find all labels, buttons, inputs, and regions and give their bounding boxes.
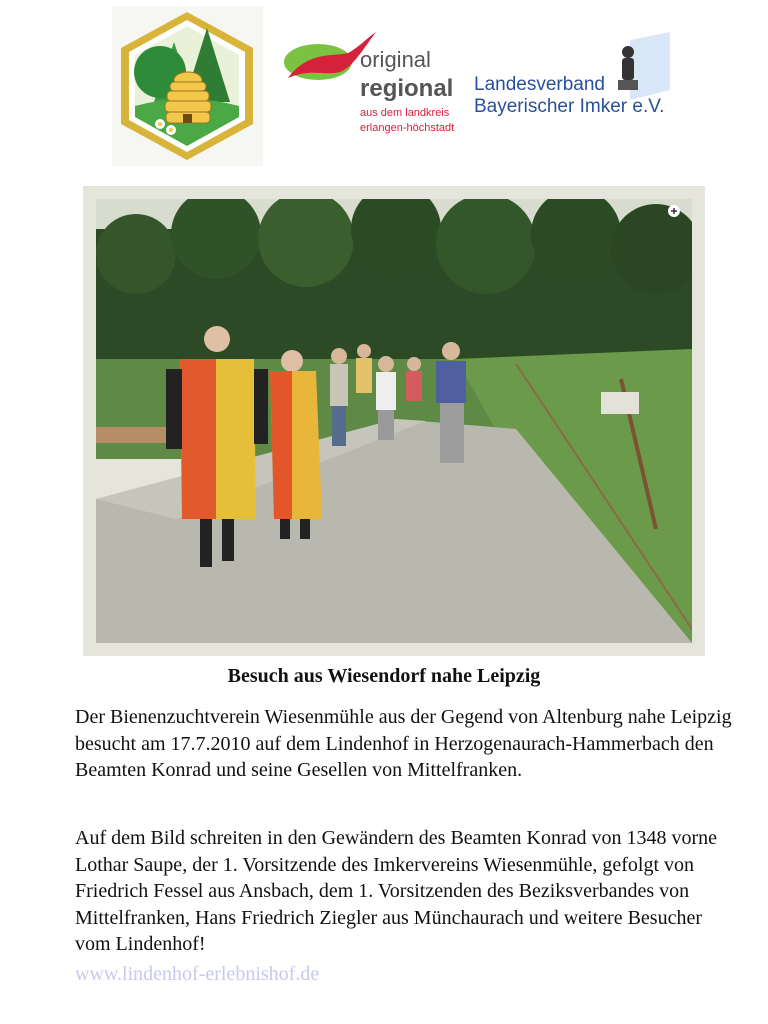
landesverband-line-1: Landesverband bbox=[474, 74, 605, 95]
original-word: original bbox=[360, 47, 431, 72]
photo-caption: Besuch aus Wiesendorf nahe Leipzig bbox=[227, 665, 541, 687]
landesverband-line-2: Bayerischer Imker e.V. bbox=[474, 96, 665, 117]
regional-word: regional bbox=[360, 75, 454, 102]
group-walking-photo bbox=[96, 199, 692, 643]
logo-subline-2: erlangen-höchstadt bbox=[360, 122, 455, 134]
footer-url: www.lindenhof-erlebnishof.de bbox=[75, 963, 320, 985]
paragraph-visit: Der Bienenzuchtverein Wiesenmühle aus der Gegend von Altenburg nahe Leipzig besucht am 17.7.2010 auf dem Lindenhof in Herzogenaurach-Hammerbach den Beamten Konrad und seine Gesellen von Mittelfranken. bbox=[75, 706, 732, 781]
original-regional-logo bbox=[280, 28, 460, 140]
photo-frame bbox=[83, 186, 705, 656]
beehive-logo bbox=[112, 6, 263, 166]
plus-circle-icon[interactable] bbox=[668, 205, 680, 217]
paragraph-description: Auf dem Bild schreiten in den Gewändern des Beamten Konrad von 1348 vorne Lothar Saupe, der 1. Vorsitzende des Imkervereins Wiesenmühle, gefolgt von Friedrich Fessel aus Ansbach, dem 1. Vorsitzenden des Beziksverbandes von Mittelfranken, Hans Friedrich Ziegler aus Münchaurach und weitere Besucher vom Lindenhof! bbox=[75, 827, 718, 955]
logo-subline-1: aus dem landkreis bbox=[360, 107, 450, 119]
beehive-emblem-icon bbox=[112, 6, 263, 166]
landesverband-logo bbox=[470, 30, 680, 120]
